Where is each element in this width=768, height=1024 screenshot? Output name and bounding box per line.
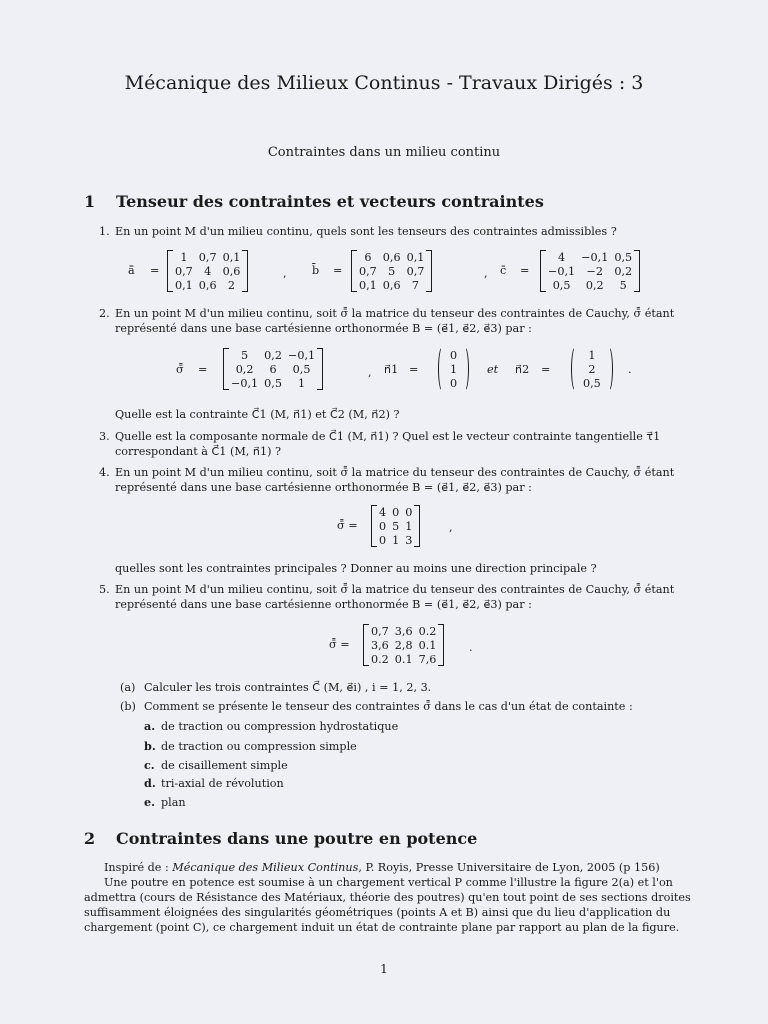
matrix-cell: 3,6 <box>371 638 389 652</box>
matrix-cell: 6 <box>364 250 372 264</box>
comma: , <box>484 267 488 280</box>
question-text: En un point M d'un milieu continu, soit σ̄̄ la matrice du tenseur des contraintes de Cauchy, σ̄̄ étant <box>115 466 675 479</box>
matrix-row <box>447 362 460 376</box>
sub-item-label: a. <box>144 719 156 733</box>
matrix-cell: 1 <box>588 348 596 362</box>
matrix-cell: 0,7 <box>198 250 217 264</box>
source-book: Mécanique des Milieux Continus <box>172 861 359 874</box>
matrix-b <box>356 250 427 292</box>
equals-sign: = <box>150 264 160 277</box>
matrix-cell: −2 <box>586 264 603 278</box>
matrix-cell: 1 <box>297 376 306 390</box>
question-5-line-2: représenté dans une base cartésienne orthonormée B = (e⃗1, e⃗2, e⃗3) par : <box>115 598 532 611</box>
question-number: 2. <box>99 307 110 320</box>
matrix-cell: −0,1 <box>231 376 259 390</box>
sub-item-label: c. <box>144 758 155 772</box>
matrix-cell: 1 <box>392 533 400 547</box>
vector-n2 <box>580 348 604 390</box>
matrix-cell: 0,5 <box>292 362 311 376</box>
matrix-cell: 5 <box>392 519 400 533</box>
matrix-cell: 0,6 <box>382 250 401 264</box>
sigma-label: σ̄̄ = <box>329 638 350 651</box>
matrix-cell: 0,6 <box>382 278 401 292</box>
et-word: et <box>487 363 499 376</box>
question-number: 5. <box>99 583 110 596</box>
matrix-cell: 0,5 <box>552 278 571 292</box>
matrix-cell: 0 <box>450 348 458 362</box>
question-text: En un point M d'un milieu continu, soit σ̄̄ la matrice du tenseur des contraintes de Cauchy, σ̄̄ étant <box>115 307 675 320</box>
matrix-cell: 0 <box>405 505 413 519</box>
matrix-cell: 2,8 <box>394 638 413 652</box>
matrix-row <box>376 533 415 547</box>
matrix-cell: 1 <box>450 362 458 376</box>
matrix-cell: 0,6 <box>198 278 217 292</box>
matrix-a-label: ā̄ <box>128 264 135 277</box>
page-title: Mécanique des Milieux Continus - Travaux Dirigés : 3 <box>124 72 644 94</box>
matrix-cell: −0,1 <box>287 348 316 362</box>
period: . <box>469 641 473 654</box>
source-rest: , P. Royis, Presse Universitaire de Lyon, 2005 (p 156) <box>358 861 660 874</box>
item-label: (a) <box>120 681 136 694</box>
section-1-heading <box>84 192 544 211</box>
matrix-sigma <box>228 348 318 390</box>
matrix-cell: 0,1 <box>406 250 425 264</box>
item-text: Calculer les trois contraintes C⃗ (M, e⃗i) , i = 1, 2, 3. <box>144 681 432 694</box>
question-number: 1. <box>99 225 110 238</box>
matrix-cell: −0,1 <box>581 250 609 264</box>
sub-item-text: plan <box>161 796 186 809</box>
matrix-cell: 0,1 <box>175 278 193 292</box>
paragraph-line-2: admettra (cours de Résistance des Matériaux, théorie des poutres) qu'en tout point de ses sections droites <box>84 891 691 904</box>
matrix-cell: 1 <box>405 519 413 533</box>
equals-sign: = <box>198 363 208 376</box>
question-4-line-1 <box>99 466 674 479</box>
item-text: Comment se présente le tenseur des contraintes σ̄̄ dans le cas d'un état de containte : <box>144 700 633 713</box>
sub-item-text: de traction ou compression simple <box>161 740 357 753</box>
matrix-cell: 1 <box>180 250 188 264</box>
matrix-cell: 2 <box>588 362 596 376</box>
section-title: Contraintes dans une poutre en potence <box>116 829 478 848</box>
matrix-c-label: c̄̄ <box>500 264 507 277</box>
matrix-cell: 5 <box>241 348 249 362</box>
n2-label: n⃗2 <box>515 363 530 376</box>
comma: , <box>449 521 453 534</box>
matrix-row <box>545 264 635 278</box>
matrix-row <box>228 348 318 362</box>
matrix-cell: 4 <box>558 250 566 264</box>
equals-sign: = <box>541 363 551 376</box>
matrix-row <box>545 278 635 292</box>
matrix-cell: 6 <box>269 362 277 376</box>
matrix-cell: −0,1 <box>548 264 576 278</box>
question-5a <box>120 681 431 694</box>
matrix-cell: 0,5 <box>264 376 282 390</box>
sigma-label: σ̄̄ = <box>337 519 358 532</box>
matrix-cell: 7,6 <box>418 652 437 666</box>
matrix-cell: 4 <box>204 264 212 278</box>
matrix-cell: 0 <box>392 505 400 519</box>
matrix-cell: 4 <box>379 505 387 519</box>
question-2-line-1 <box>99 307 674 320</box>
sub-item-label: d. <box>144 776 156 790</box>
n1-label: n⃗1 <box>384 363 399 376</box>
sub-item-b <box>144 739 357 753</box>
item-label: (b) <box>120 700 136 713</box>
matrix-row <box>447 376 460 390</box>
paragraph-line-4: chargement (point C), ce chargement induit un état de contrainte plane par rapport au plan de la figure. <box>84 921 680 934</box>
matrix-cell: 0,5 <box>583 376 601 390</box>
sub-item-text: de cisaillement simple <box>161 759 288 772</box>
matrix-cell: 2 <box>227 278 236 292</box>
matrix-sigma-4 <box>376 505 415 547</box>
matrix-row <box>172 278 243 292</box>
page-subtitle: Contraintes dans un milieu continu <box>267 145 501 160</box>
matrix-cell: 7 <box>411 278 420 292</box>
matrix-a <box>172 250 243 292</box>
matrix-cell: 0 <box>379 519 387 533</box>
question-1 <box>99 225 617 238</box>
matrix-row <box>356 278 427 292</box>
question-number: 3. <box>99 430 110 443</box>
comma: , <box>283 267 287 280</box>
section-title: Tenseur des contraintes et vecteurs contraintes <box>116 192 544 211</box>
question-4-ask: quelles sont les contraintes principales ? Donner au moins une direction principale ? <box>115 562 597 575</box>
question-2-line-2: représenté dans une base cartésienne orthonormée B = (e⃗1, e⃗2, e⃗3) par : <box>115 322 532 335</box>
equals-sign: = <box>409 363 419 376</box>
question-text: En un point M d'un milieu continu, quels sont les tenseurs des contraintes admissibles ? <box>115 225 617 238</box>
matrix-cell: 5 <box>388 264 396 278</box>
matrix-cell: 0,7 <box>359 264 377 278</box>
sub-item-e <box>144 795 186 809</box>
question-number: 4. <box>99 466 110 479</box>
question-4-line-2: représenté dans une base cartésienne orthonormée B = (e⃗1, e⃗2, e⃗3) par : <box>115 481 532 494</box>
matrix-row <box>356 264 427 278</box>
matrix-cell: 3 <box>405 533 413 547</box>
matrix-row <box>172 264 243 278</box>
source-line <box>104 860 660 875</box>
source-prefix: Inspiré de : <box>104 861 173 874</box>
matrix-b-label: b̄̄ <box>312 264 320 277</box>
paragraph-line-1: Une poutre en potence est soumise à un chargement vertical P comme l'illustre la figure 2(a) et l'on <box>104 876 673 889</box>
matrix-row <box>368 652 439 666</box>
question-3-line-1 <box>99 430 660 443</box>
matrix-cell: 0 <box>450 376 458 390</box>
matrix-row <box>172 250 243 264</box>
matrix-cell: 0,2 <box>264 348 282 362</box>
section-2-heading <box>84 829 477 848</box>
sub-item-text: tri-axial de révolution <box>161 777 284 790</box>
matrix-row <box>580 376 604 390</box>
matrix-cell: 0,2 <box>614 264 633 278</box>
question-3-line-2: correspondant à C⃗1 (M, n⃗1) ? <box>115 445 282 458</box>
matrix-cell: 0.1 <box>394 652 413 666</box>
question-5b <box>120 700 633 713</box>
comma: , <box>368 366 372 379</box>
matrix-cell: 0.2 <box>371 652 389 666</box>
matrix-cell: 0,6 <box>222 264 241 278</box>
matrix-row <box>356 250 427 264</box>
matrix-row <box>228 376 318 390</box>
matrix-cell: 5 <box>619 278 627 292</box>
page-number: 1 <box>380 962 388 976</box>
matrix-cell: 0,7 <box>371 624 389 638</box>
matrix-cell: 0.1 <box>418 638 437 652</box>
matrix-cell: 0,7 <box>175 264 193 278</box>
sub-item-d <box>144 776 284 790</box>
sigma-label: σ̄̄ <box>176 363 184 376</box>
question-5-line-1 <box>99 583 674 596</box>
sub-item-text: de traction ou compression hydrostatique <box>161 720 399 733</box>
matrix-row <box>447 348 460 362</box>
sub-item-label: e. <box>144 795 156 809</box>
matrix-row <box>580 348 604 362</box>
matrix-row <box>368 638 439 652</box>
matrix-row <box>545 250 635 264</box>
matrix-cell: 0,2 <box>585 278 604 292</box>
matrix-cell: 3,6 <box>394 624 413 638</box>
equals-sign: = <box>333 264 343 277</box>
section-number: 1 <box>84 192 96 211</box>
question-2-ask: Quelle est la contrainte C⃗1 (M, n⃗1) et C⃗2 (M, n⃗2) ? <box>115 408 400 421</box>
period: . <box>628 363 632 376</box>
matrix-row <box>368 624 439 638</box>
sub-item-c <box>144 758 288 772</box>
matrix-row <box>376 519 415 533</box>
vector-n1 <box>447 348 460 390</box>
question-text: En un point M d'un milieu continu, soit σ̄̄ la matrice du tenseur des contraintes de Cauchy, σ̄̄ étant <box>115 583 675 596</box>
matrix-cell: 0,5 <box>614 250 633 264</box>
matrix-cell: 0,2 <box>235 362 254 376</box>
matrix-cell: 0,1 <box>222 250 241 264</box>
question-text: Quelle est la composante normale de C⃗1 (M, n⃗1) ? Quel est le vecteur contrainte tangentielle τ⃗1 <box>115 430 661 443</box>
matrix-sigma-5 <box>368 624 439 666</box>
matrix-cell: 0,1 <box>359 278 377 292</box>
equals-sign: = <box>520 264 530 277</box>
matrix-cell: 0 <box>379 533 387 547</box>
matrix-row <box>376 505 415 519</box>
sub-item-a <box>144 719 398 733</box>
matrix-cell: 0,7 <box>406 264 425 278</box>
section-number: 2 <box>84 829 96 848</box>
paragraph-line-3: suffisamment éloignées des singularités géométriques (points A et B) ainsi que du lieu d'application du <box>84 906 671 919</box>
sub-item-label: b. <box>144 739 156 753</box>
matrix-row <box>580 362 604 376</box>
matrix-c <box>545 250 635 292</box>
matrix-row <box>228 362 318 376</box>
matrix-cell: 0.2 <box>418 624 437 638</box>
